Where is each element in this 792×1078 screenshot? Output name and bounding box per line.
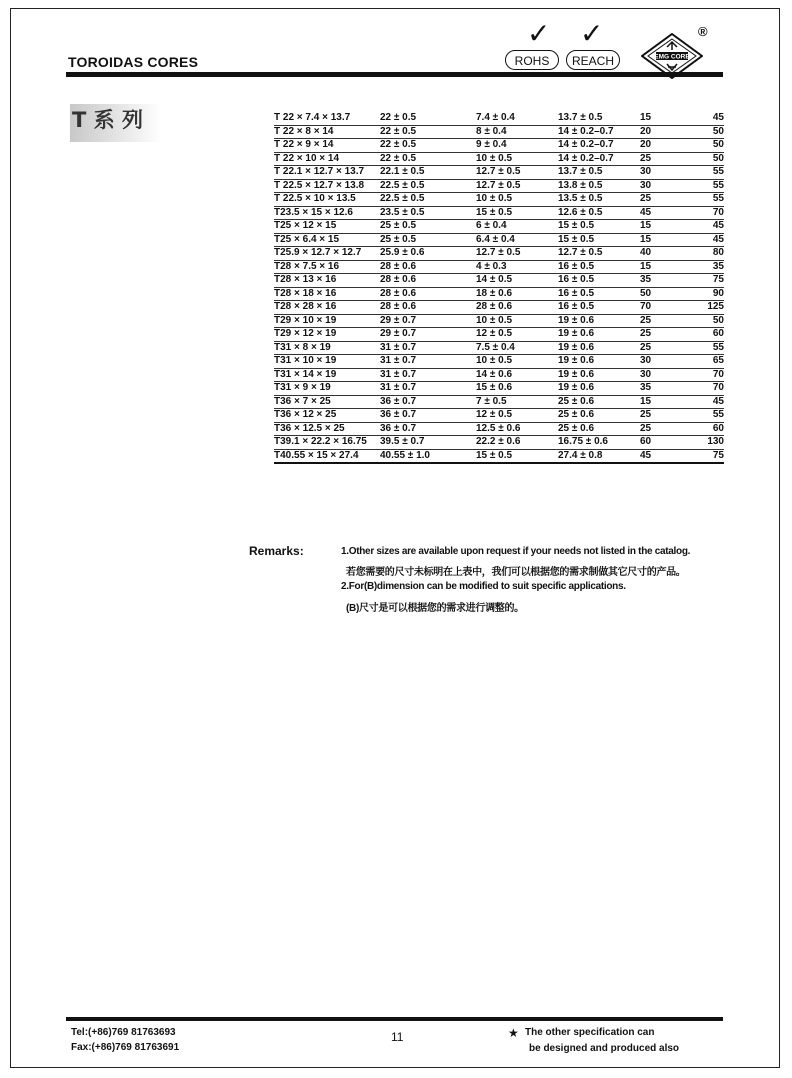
value-b-cell: 125 bbox=[688, 301, 724, 315]
id-cell: 10 ± 0.5 bbox=[476, 314, 558, 328]
id-cell: 12 ± 0.5 bbox=[476, 409, 558, 423]
part-number-cell: T31 × 10 × 19 bbox=[274, 355, 380, 369]
od-cell: 22 ± 0.5 bbox=[380, 139, 476, 153]
value-a-cell: 25 bbox=[640, 314, 688, 328]
table-row bbox=[274, 301, 724, 315]
part-number-cell: T 22 × 8 × 14 bbox=[274, 125, 380, 139]
id-cell: 10 ± 0.5 bbox=[476, 355, 558, 369]
table-row bbox=[274, 152, 724, 166]
id-cell: 8 ± 0.4 bbox=[476, 125, 558, 139]
od-cell: 22 ± 0.5 bbox=[380, 125, 476, 139]
table-row bbox=[274, 247, 724, 261]
od-cell: 29 ± 0.7 bbox=[380, 328, 476, 342]
value-a-cell: 45 bbox=[640, 206, 688, 220]
id-cell: 12.7 ± 0.5 bbox=[476, 247, 558, 261]
height-cell: 13.8 ± 0.5 bbox=[558, 179, 640, 193]
table-row bbox=[274, 436, 724, 450]
height-cell: 15 ± 0.5 bbox=[558, 220, 640, 234]
rohs-check-icon: ✓ bbox=[527, 18, 551, 49]
value-b-cell: 90 bbox=[688, 287, 724, 301]
id-cell: 6 ± 0.4 bbox=[476, 220, 558, 234]
value-a-cell: 30 bbox=[640, 355, 688, 369]
remark-line-1-zh: 若您需要的尺寸未标明在上表中，我们可以根据您的需求制做其它尺寸的产品。 bbox=[346, 567, 686, 578]
part-number-cell: T 22.5 × 12.7 × 13.8 bbox=[274, 179, 380, 193]
height-cell: 13.7 ± 0.5 bbox=[558, 112, 640, 125]
value-b-cell: 80 bbox=[688, 247, 724, 261]
od-cell: 36 ± 0.7 bbox=[380, 409, 476, 423]
part-number-cell: T25 × 12 × 15 bbox=[274, 220, 380, 234]
table-row bbox=[274, 274, 724, 288]
od-cell: 25 ± 0.5 bbox=[380, 233, 476, 247]
part-number-cell: T40.55 × 15 × 27.4 bbox=[274, 449, 380, 463]
part-number-cell: T 22.5 × 10 × 13.5 bbox=[274, 193, 380, 207]
value-b-cell: 45 bbox=[688, 233, 724, 247]
value-b-cell: 50 bbox=[688, 314, 724, 328]
table-row bbox=[274, 395, 724, 409]
table-row bbox=[274, 422, 724, 436]
height-cell: 16 ± 0.5 bbox=[558, 260, 640, 274]
value-a-cell: 25 bbox=[640, 341, 688, 355]
height-cell: 19 ± 0.6 bbox=[558, 341, 640, 355]
value-b-cell: 70 bbox=[688, 382, 724, 396]
id-cell: 18 ± 0.6 bbox=[476, 287, 558, 301]
value-b-cell: 55 bbox=[688, 193, 724, 207]
height-cell: 25 ± 0.6 bbox=[558, 422, 640, 436]
id-cell: 14 ± 0.5 bbox=[476, 274, 558, 288]
value-b-cell: 45 bbox=[688, 220, 724, 234]
od-cell: 39.5 ± 0.7 bbox=[380, 436, 476, 450]
od-cell: 31 ± 0.7 bbox=[380, 382, 476, 396]
value-a-cell: 40 bbox=[640, 247, 688, 261]
remark-line-1: 1.Other sizes are available upon request if your needs not listed in the catalog. bbox=[341, 546, 691, 557]
reach-check-icon: ✓ bbox=[580, 18, 604, 49]
value-a-cell: 25 bbox=[640, 152, 688, 166]
height-cell: 14 ± 0.2–0.7 bbox=[558, 125, 640, 139]
table-row bbox=[274, 355, 724, 369]
od-cell: 31 ± 0.7 bbox=[380, 341, 476, 355]
id-cell: 7.4 ± 0.4 bbox=[476, 112, 558, 125]
remark-line-2-zh: (B)尺寸是可以根据您的需求进行调整的。 bbox=[346, 603, 524, 614]
height-cell: 13.7 ± 0.5 bbox=[558, 166, 640, 180]
table-row bbox=[274, 449, 724, 463]
value-b-cell: 55 bbox=[688, 341, 724, 355]
spec-table bbox=[274, 112, 724, 464]
part-number-cell: T28 × 13 × 16 bbox=[274, 274, 380, 288]
value-b-cell: 50 bbox=[688, 139, 724, 153]
id-cell: 12.7 ± 0.5 bbox=[476, 166, 558, 180]
part-number-cell: T36 × 7 × 25 bbox=[274, 395, 380, 409]
height-cell: 19 ± 0.6 bbox=[558, 328, 640, 342]
height-cell: 19 ± 0.6 bbox=[558, 355, 640, 369]
id-cell: 12 ± 0.5 bbox=[476, 328, 558, 342]
od-cell: 29 ± 0.7 bbox=[380, 314, 476, 328]
id-cell: 22.2 ± 0.6 bbox=[476, 436, 558, 450]
part-number-cell: T31 × 14 × 19 bbox=[274, 368, 380, 382]
header-rule bbox=[66, 72, 723, 77]
value-a-cell: 25 bbox=[640, 328, 688, 342]
value-a-cell: 15 bbox=[640, 233, 688, 247]
part-number-cell: T25.9 × 12.7 × 12.7 bbox=[274, 247, 380, 261]
value-a-cell: 35 bbox=[640, 274, 688, 288]
id-cell: 9 ± 0.4 bbox=[476, 139, 558, 153]
part-number-cell: T 22 × 10 × 14 bbox=[274, 152, 380, 166]
table-row bbox=[274, 139, 724, 153]
remark-line-2: 2.For(B)dimension can be modified to suit specific applications. bbox=[341, 581, 626, 592]
value-b-cell: 70 bbox=[688, 368, 724, 382]
part-number-cell: T36 × 12.5 × 25 bbox=[274, 422, 380, 436]
value-a-cell: 70 bbox=[640, 301, 688, 315]
part-number-cell: T28 × 7.5 × 16 bbox=[274, 260, 380, 274]
table-row bbox=[274, 233, 724, 247]
id-cell: 15 ± 0.6 bbox=[476, 382, 558, 396]
value-b-cell: 35 bbox=[688, 260, 724, 274]
id-cell: 15 ± 0.5 bbox=[476, 449, 558, 463]
value-b-cell: 75 bbox=[688, 449, 724, 463]
height-cell: 19 ± 0.6 bbox=[558, 382, 640, 396]
value-b-cell: 60 bbox=[688, 422, 724, 436]
id-cell: 7.5 ± 0.4 bbox=[476, 341, 558, 355]
height-cell: 12.6 ± 0.5 bbox=[558, 206, 640, 220]
value-a-cell: 35 bbox=[640, 382, 688, 396]
value-a-cell: 25 bbox=[640, 409, 688, 423]
table-row bbox=[274, 166, 724, 180]
table-row bbox=[274, 314, 724, 328]
part-number-cell: T28 × 28 × 16 bbox=[274, 301, 380, 315]
height-cell: 16 ± 0.5 bbox=[558, 287, 640, 301]
value-b-cell: 75 bbox=[688, 274, 724, 288]
document-title: TOROIDAS CORES bbox=[68, 54, 199, 70]
table-row bbox=[274, 328, 724, 342]
table-row bbox=[274, 287, 724, 301]
od-cell: 22 ± 0.5 bbox=[380, 152, 476, 166]
value-a-cell: 25 bbox=[640, 193, 688, 207]
od-cell: 36 ± 0.7 bbox=[380, 422, 476, 436]
height-cell: 19 ± 0.6 bbox=[558, 314, 640, 328]
height-cell: 13.5 ± 0.5 bbox=[558, 193, 640, 207]
od-cell: 22.5 ± 0.5 bbox=[380, 179, 476, 193]
od-cell: 22.1 ± 0.5 bbox=[380, 166, 476, 180]
id-cell: 10 ± 0.5 bbox=[476, 193, 558, 207]
table-row bbox=[274, 260, 724, 274]
od-cell: 31 ± 0.7 bbox=[380, 355, 476, 369]
od-cell: 23.5 ± 0.5 bbox=[380, 206, 476, 220]
height-cell: 16.75 ± 0.6 bbox=[558, 436, 640, 450]
od-cell: 22 ± 0.5 bbox=[380, 112, 476, 125]
table-row bbox=[274, 409, 724, 423]
height-cell: 12.7 ± 0.5 bbox=[558, 247, 640, 261]
value-a-cell: 30 bbox=[640, 166, 688, 180]
value-a-cell: 60 bbox=[640, 436, 688, 450]
table-row bbox=[274, 125, 724, 139]
part-number-cell: T23.5 × 15 × 12.6 bbox=[274, 206, 380, 220]
id-cell: 10 ± 0.5 bbox=[476, 152, 558, 166]
table-row bbox=[274, 112, 724, 125]
part-number-cell: T 22 × 7.4 × 13.7 bbox=[274, 112, 380, 125]
footer-fax: Fax:(+86)769 81763691 bbox=[71, 1042, 180, 1053]
part-number-cell: T 22.1 × 12.7 × 13.7 bbox=[274, 166, 380, 180]
value-b-cell: 50 bbox=[688, 125, 724, 139]
od-cell: 25 ± 0.5 bbox=[380, 220, 476, 234]
od-cell: 40.55 ± 1.0 bbox=[380, 449, 476, 463]
value-a-cell: 30 bbox=[640, 179, 688, 193]
reach-badge: REACH bbox=[566, 50, 620, 70]
value-b-cell: 60 bbox=[688, 328, 724, 342]
id-cell: 15 ± 0.5 bbox=[476, 206, 558, 220]
table-row bbox=[274, 193, 724, 207]
od-cell: 28 ± 0.6 bbox=[380, 301, 476, 315]
registered-mark: ® bbox=[698, 24, 708, 39]
footer-tel: Tel:(+86)769 81763693 bbox=[71, 1027, 176, 1038]
height-cell: 16 ± 0.5 bbox=[558, 274, 640, 288]
od-cell: 28 ± 0.6 bbox=[380, 274, 476, 288]
part-number-cell: T 22 × 9 × 14 bbox=[274, 139, 380, 153]
part-number-cell: T28 × 18 × 16 bbox=[274, 287, 380, 301]
part-number-cell: T29 × 10 × 19 bbox=[274, 314, 380, 328]
value-b-cell: 45 bbox=[688, 395, 724, 409]
table-row bbox=[274, 368, 724, 382]
od-cell: 25.9 ± 0.6 bbox=[380, 247, 476, 261]
part-number-cell: T36 × 12 × 25 bbox=[274, 409, 380, 423]
value-a-cell: 15 bbox=[640, 112, 688, 125]
value-a-cell: 15 bbox=[640, 395, 688, 409]
height-cell: 14 ± 0.2–0.7 bbox=[558, 139, 640, 153]
id-cell: 12.5 ± 0.6 bbox=[476, 422, 558, 436]
od-cell: 36 ± 0.7 bbox=[380, 395, 476, 409]
id-cell: 12.7 ± 0.5 bbox=[476, 179, 558, 193]
value-a-cell: 15 bbox=[640, 220, 688, 234]
od-cell: 22.5 ± 0.5 bbox=[380, 193, 476, 207]
part-number-cell: T31 × 8 × 19 bbox=[274, 341, 380, 355]
id-cell: 7 ± 0.5 bbox=[476, 395, 558, 409]
remarks-label: Remarks: bbox=[249, 544, 304, 558]
od-cell: 28 ± 0.6 bbox=[380, 260, 476, 274]
value-a-cell: 30 bbox=[640, 368, 688, 382]
value-b-cell: 45 bbox=[688, 112, 724, 125]
height-cell: 25 ± 0.6 bbox=[558, 409, 640, 423]
height-cell: 27.4 ± 0.8 bbox=[558, 449, 640, 463]
table-row bbox=[274, 382, 724, 396]
footer-rule bbox=[66, 1017, 723, 1021]
height-cell: 25 ± 0.6 bbox=[558, 395, 640, 409]
id-cell: 6.4 ± 0.4 bbox=[476, 233, 558, 247]
height-cell: 16 ± 0.5 bbox=[558, 301, 640, 315]
rohs-badge: ROHS bbox=[505, 50, 559, 70]
value-b-cell: 70 bbox=[688, 206, 724, 220]
footer-note-line1: The other specification can bbox=[525, 1027, 655, 1038]
series-title: T 系 列 bbox=[72, 108, 143, 132]
id-cell: 28 ± 0.6 bbox=[476, 301, 558, 315]
logo-text: EMG CORE bbox=[654, 53, 690, 61]
od-cell: 28 ± 0.6 bbox=[380, 287, 476, 301]
height-cell: 15 ± 0.5 bbox=[558, 233, 640, 247]
part-number-cell: T25 × 6.4 × 15 bbox=[274, 233, 380, 247]
value-b-cell: 55 bbox=[688, 179, 724, 193]
value-b-cell: 50 bbox=[688, 152, 724, 166]
table-row bbox=[274, 220, 724, 234]
value-a-cell: 45 bbox=[640, 449, 688, 463]
value-a-cell: 20 bbox=[640, 125, 688, 139]
value-a-cell: 50 bbox=[640, 287, 688, 301]
value-a-cell: 25 bbox=[640, 422, 688, 436]
table-row bbox=[274, 206, 724, 220]
table-row bbox=[274, 341, 724, 355]
table-row bbox=[274, 179, 724, 193]
id-cell: 4 ± 0.3 bbox=[476, 260, 558, 274]
od-cell: 31 ± 0.7 bbox=[380, 368, 476, 382]
part-number-cell: T29 × 12 × 19 bbox=[274, 328, 380, 342]
footer-note-line2: be designed and produced also bbox=[529, 1043, 680, 1054]
height-cell: 14 ± 0.2–0.7 bbox=[558, 152, 640, 166]
value-b-cell: 130 bbox=[688, 436, 724, 450]
page-number: 11 bbox=[391, 1030, 404, 1044]
value-b-cell: 55 bbox=[688, 166, 724, 180]
series-title-block bbox=[70, 104, 162, 142]
part-number-cell: T39.1 × 22.2 × 16.75 bbox=[274, 436, 380, 450]
value-b-cell: 55 bbox=[688, 409, 724, 423]
value-a-cell: 20 bbox=[640, 139, 688, 153]
height-cell: 19 ± 0.6 bbox=[558, 368, 640, 382]
id-cell: 14 ± 0.6 bbox=[476, 368, 558, 382]
part-number-cell: T31 × 9 × 19 bbox=[274, 382, 380, 396]
star-icon: ★ bbox=[508, 1026, 519, 1040]
value-b-cell: 65 bbox=[688, 355, 724, 369]
value-a-cell: 15 bbox=[640, 260, 688, 274]
